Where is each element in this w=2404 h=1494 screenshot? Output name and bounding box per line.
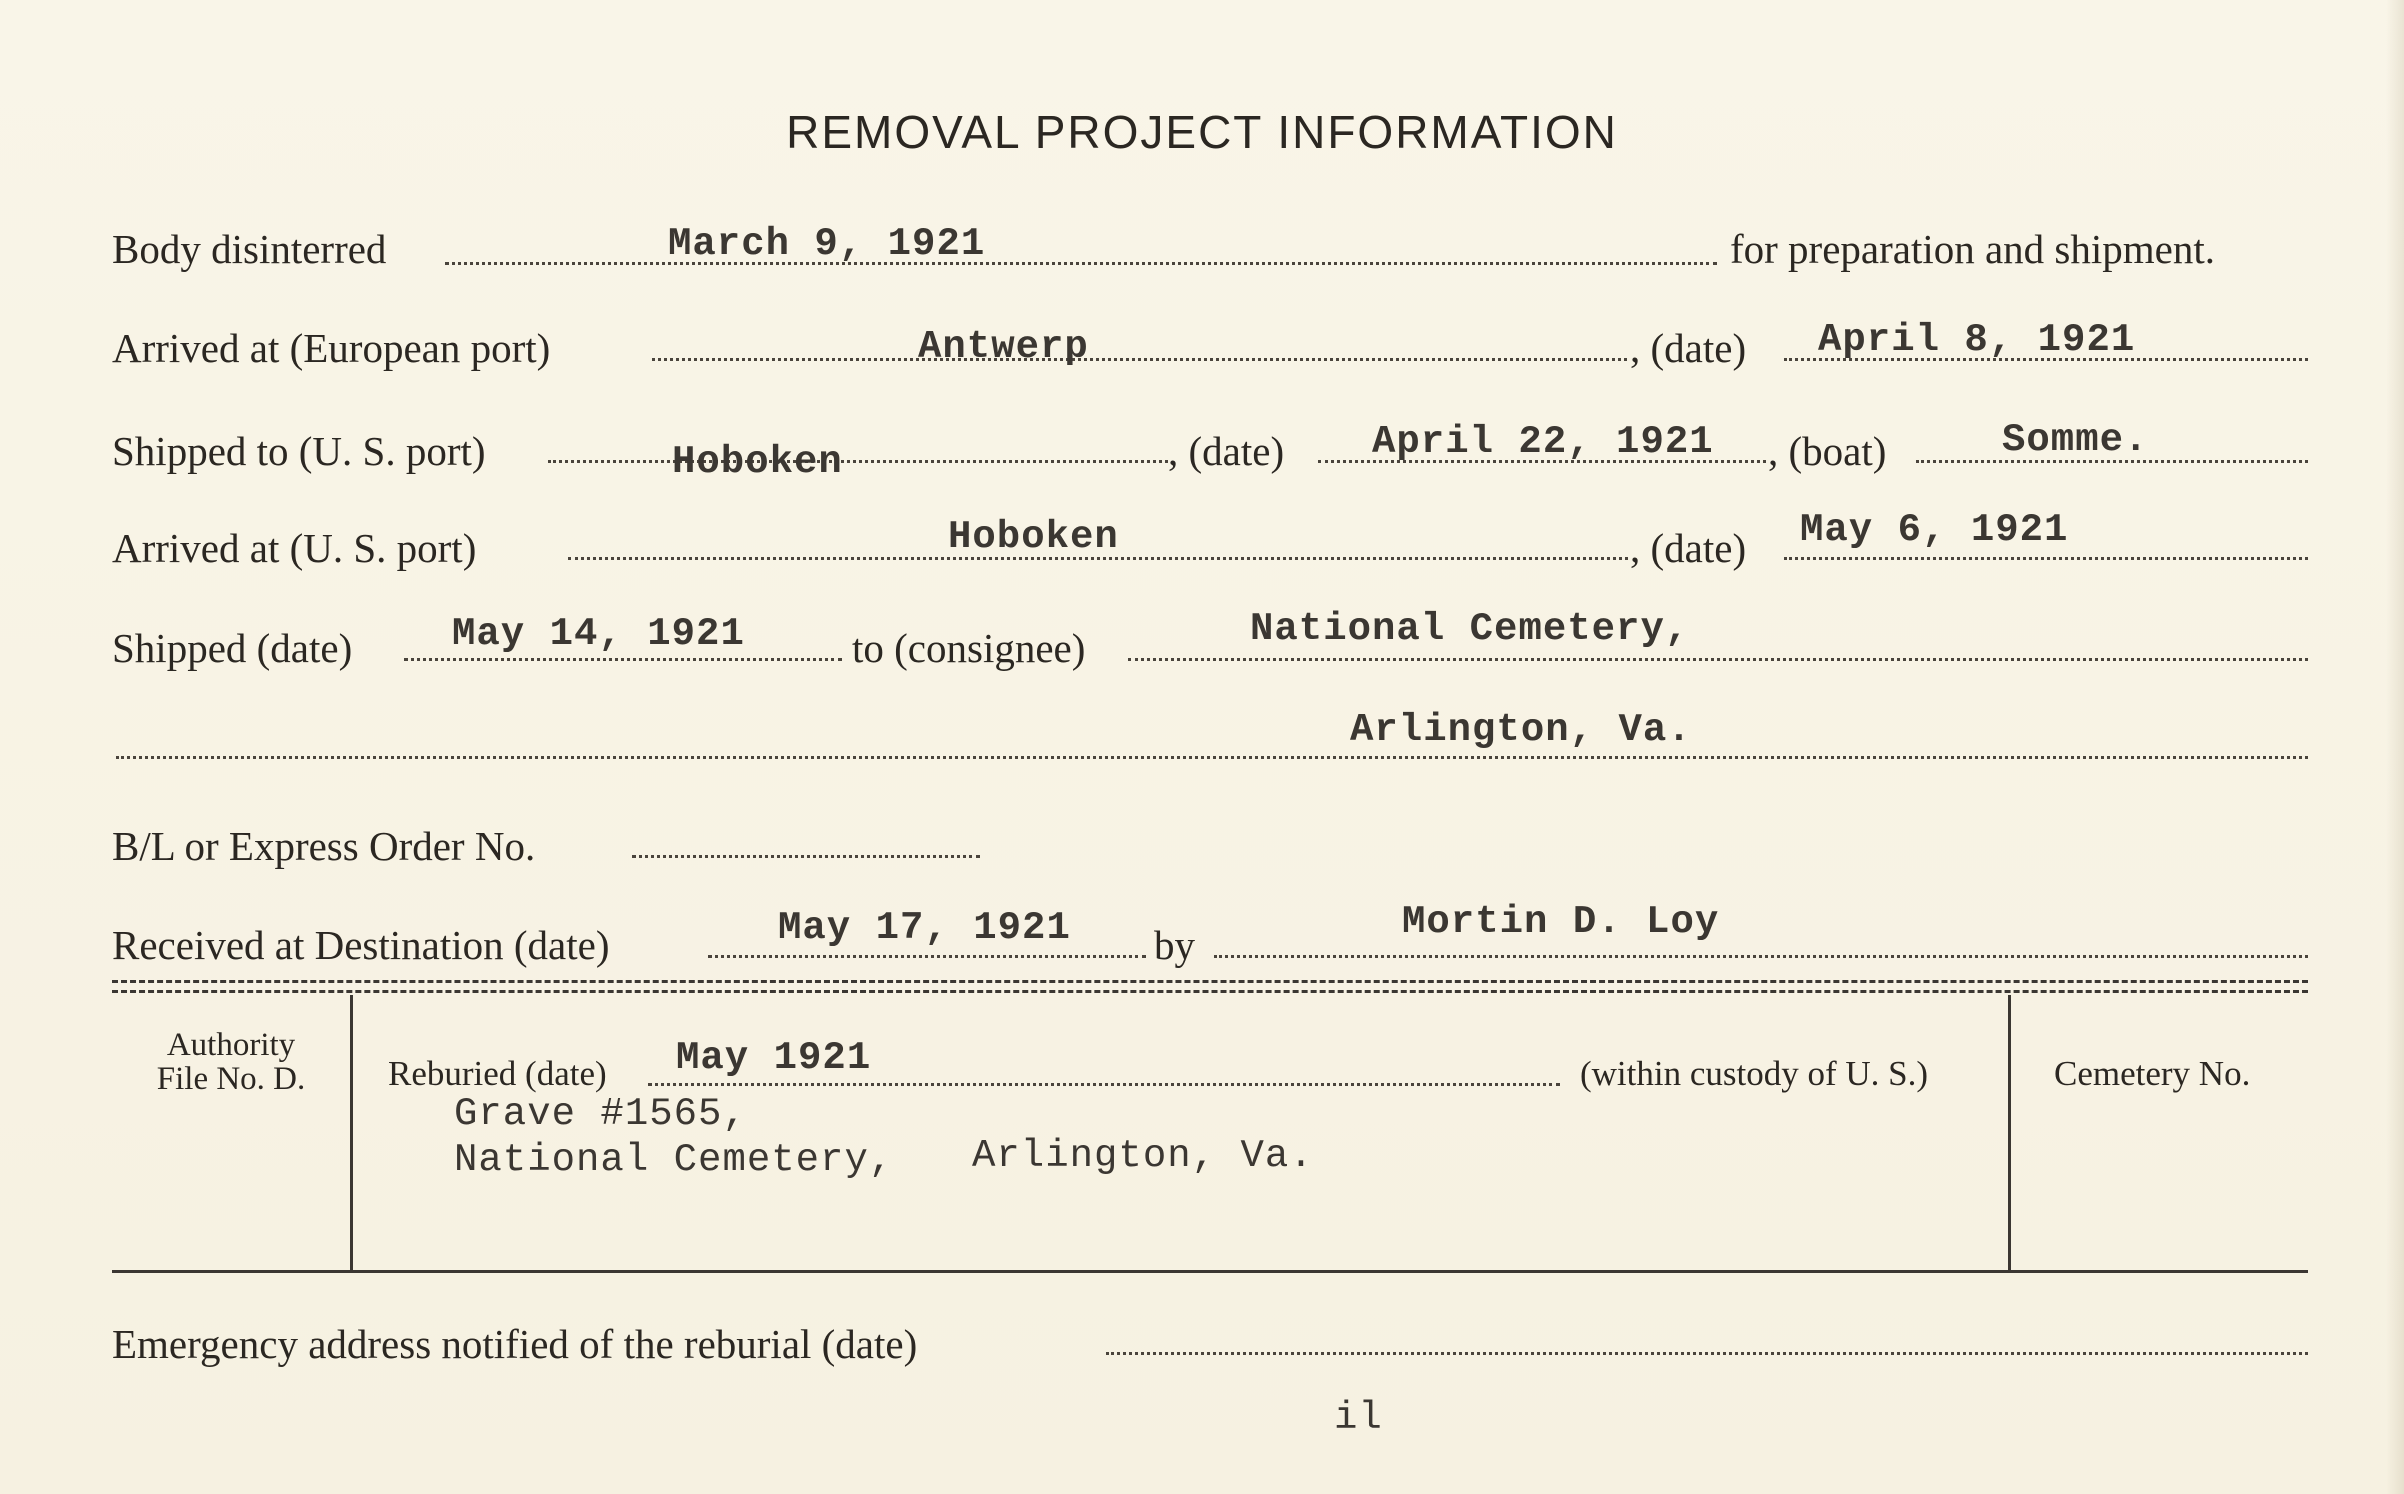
- boat-label: , (boat): [1768, 428, 1887, 474]
- arrived-us-date-value: May 6, 1921: [1800, 508, 2069, 552]
- consignee-label: to (consignee): [852, 625, 1086, 671]
- arrived-us-date-label: , (date): [1630, 525, 1747, 571]
- arrived-european-port-label: Arrived at (European port): [112, 325, 551, 371]
- arrived-us-date-line: [1784, 557, 2308, 560]
- shipped-date-label: Shipped (date): [112, 625, 353, 671]
- box-top-rule-2: [112, 990, 2308, 993]
- bl-order-line: [632, 855, 980, 858]
- grave-line-3: Arlington, Va.: [972, 1134, 1314, 1178]
- body-disinterred-value: March 9, 1921: [668, 222, 986, 266]
- grave-line-1: Grave #1565,: [454, 1092, 747, 1136]
- preparation-shipment-label: for preparation and shipment.: [1730, 226, 2216, 272]
- reburied-date-label: Reburied (date): [388, 1054, 607, 1093]
- shipped-date-value: May 14, 1921: [452, 612, 745, 656]
- received-destination-label: Received at Destination (date): [112, 922, 610, 968]
- reburied-date-line: [648, 1083, 1560, 1086]
- emergency-address-label: Emergency address notified of the reburial (date): [112, 1321, 918, 1367]
- grave-line-2: National Cemetery,: [454, 1138, 894, 1182]
- bl-order-label: B/L or Express Order No.: [112, 823, 536, 869]
- arrived-us-port-value: Hoboken: [948, 515, 1119, 559]
- custody-label: (within custody of U. S.): [1580, 1054, 1929, 1093]
- by-line: [1214, 955, 2308, 958]
- authority-file-label: Authority File No. D.: [156, 1027, 306, 1097]
- received-date-line: [708, 955, 1146, 958]
- box-divider-right: [2008, 995, 2011, 1270]
- arrived-european-port-value: Antwerp: [918, 325, 1089, 369]
- arrived-european-date-label: , (date): [1630, 325, 1747, 371]
- shipped-us-port-line: [548, 460, 1168, 463]
- shipped-us-date-label: , (date): [1168, 428, 1285, 474]
- shipped-date-line: [404, 658, 842, 661]
- reburied-date-value: May 1921: [676, 1036, 872, 1080]
- shipped-us-date-value: April 22, 1921: [1372, 420, 1714, 464]
- consignee-value-line1: National Cemetery,: [1250, 607, 1690, 651]
- arrived-us-port-label: Arrived at (U. S. port): [112, 525, 477, 571]
- box-divider-left: [350, 995, 353, 1270]
- by-label: by: [1154, 922, 1195, 968]
- received-by-value: Mortin D. Loy: [1402, 900, 1720, 944]
- body-disinterred-line: [445, 262, 1717, 265]
- emergency-address-line: [1106, 1352, 2308, 1355]
- card-edge-shadow: [2386, 0, 2404, 1494]
- consignee-line: [1128, 658, 2308, 661]
- consignee-second-line: [116, 756, 2308, 759]
- arrived-european-port-line: [652, 358, 1627, 361]
- consignee-value-line2: Arlington, Va.: [1350, 708, 1692, 752]
- arrived-european-date-value: April 8, 1921: [1818, 318, 2136, 362]
- footer-code: il: [1334, 1396, 1383, 1440]
- form-title: REMOVAL PROJECT INFORMATION: [786, 106, 1618, 158]
- box-top-rule-1: [112, 980, 2308, 983]
- body-disinterred-label: Body disinterred: [112, 226, 387, 272]
- box-bottom-rule: [112, 1270, 2308, 1273]
- shipped-us-port-value: Hoboken: [672, 440, 843, 484]
- received-date-value: May 17, 1921: [778, 906, 1071, 950]
- cemetery-no-label: Cemetery No.: [2054, 1054, 2251, 1093]
- shipped-us-port-label: Shipped to (U. S. port): [112, 428, 486, 474]
- boat-value: Somme.: [2002, 418, 2149, 462]
